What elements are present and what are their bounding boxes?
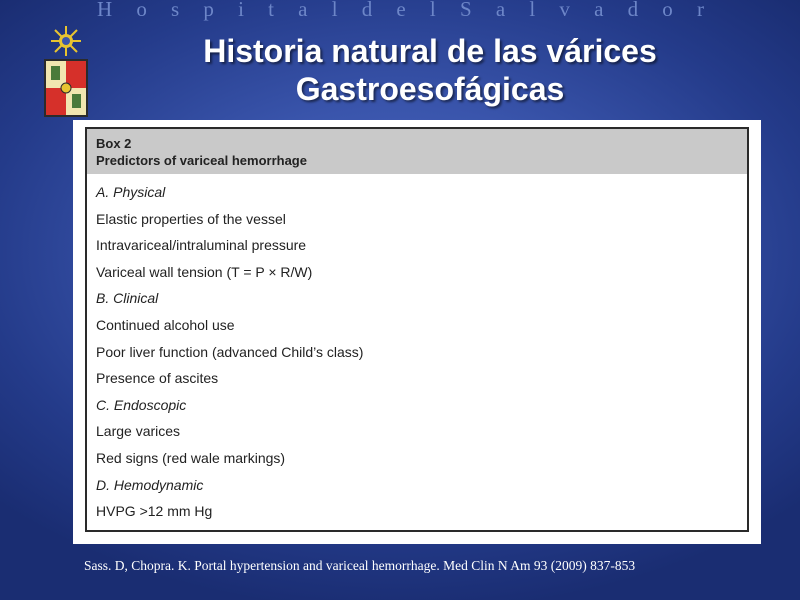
hospital-name-letter: l <box>331 0 338 21</box>
hospital-name-letter: a <box>594 0 604 21</box>
box-item: Intravariceal/intraluminal pressure <box>96 237 307 254</box>
hospital-name-letter: a <box>495 0 506 21</box>
box-item: Red signs (red wale markings) <box>96 449 286 466</box>
box-section-heading: A. Physical <box>96 184 166 200</box>
box-body <box>87 174 747 525</box>
hospital-name-letter: a <box>298 0 308 21</box>
hospital-name-letter: l <box>529 0 536 21</box>
sun-emblem <box>51 26 81 56</box>
hospital-name-letter: o <box>136 0 147 21</box>
box-section-heading: C. Endoscopic <box>96 396 187 413</box>
shield <box>45 60 87 116</box>
hospital-name-letter: l <box>429 0 436 21</box>
hospital-name-letter: S <box>459 0 472 21</box>
box-item: Poor liver function (advanced Child’s class) <box>96 343 364 360</box>
box-item: Continued alcohol use <box>96 316 235 333</box>
box-caption: Predictors of variceal hemorrhage <box>96 153 307 168</box>
box-item: Presence of ascites <box>96 370 219 387</box>
predictors-box <box>85 127 749 532</box>
title-line-1: Historia natural de las várices <box>203 33 657 69</box>
hospital-name-letter: t <box>268 0 274 21</box>
university-logo <box>40 24 92 124</box>
hospital-name-letter: i <box>238 0 244 21</box>
box-label: Box 2 <box>96 136 132 151</box>
box-section-heading: D. Hemodynamic <box>96 476 204 493</box>
hospital-name-letter: e <box>396 0 406 21</box>
hospital-name-letter: H <box>97 0 113 21</box>
hospital-name-letter: r <box>696 0 704 21</box>
hospital-name-letter: s <box>171 0 180 21</box>
hospital-name-letter: d <box>627 0 639 21</box>
box-item: Large varices <box>96 423 181 440</box>
title-line-2: Gastroesofágicas <box>295 71 565 107</box>
box-item: Elastic properties of the vessel <box>96 210 286 227</box>
hospital-name-letter: v <box>559 0 570 21</box>
box-image <box>73 120 761 544</box>
box-section-heading: B. Clinical <box>96 290 159 307</box>
hospital-name-letter: d <box>361 0 373 21</box>
box-item: Variceal wall tension (T = P × R/W) <box>96 263 313 280</box>
hospital-name-letter: o <box>662 0 673 21</box>
box-item: HVPG >12 mm Hg <box>96 503 213 520</box>
box-header <box>87 129 747 174</box>
citation: Sass. D, Chopra. K. Portal hypertension and variceal hemorrhage. Med Clin N Am 93 (2009) 837-853 <box>84 558 636 573</box>
slide-title <box>120 32 740 108</box>
hospital-name-letter: p <box>203 0 214 21</box>
hospital-name <box>0 0 800 21</box>
